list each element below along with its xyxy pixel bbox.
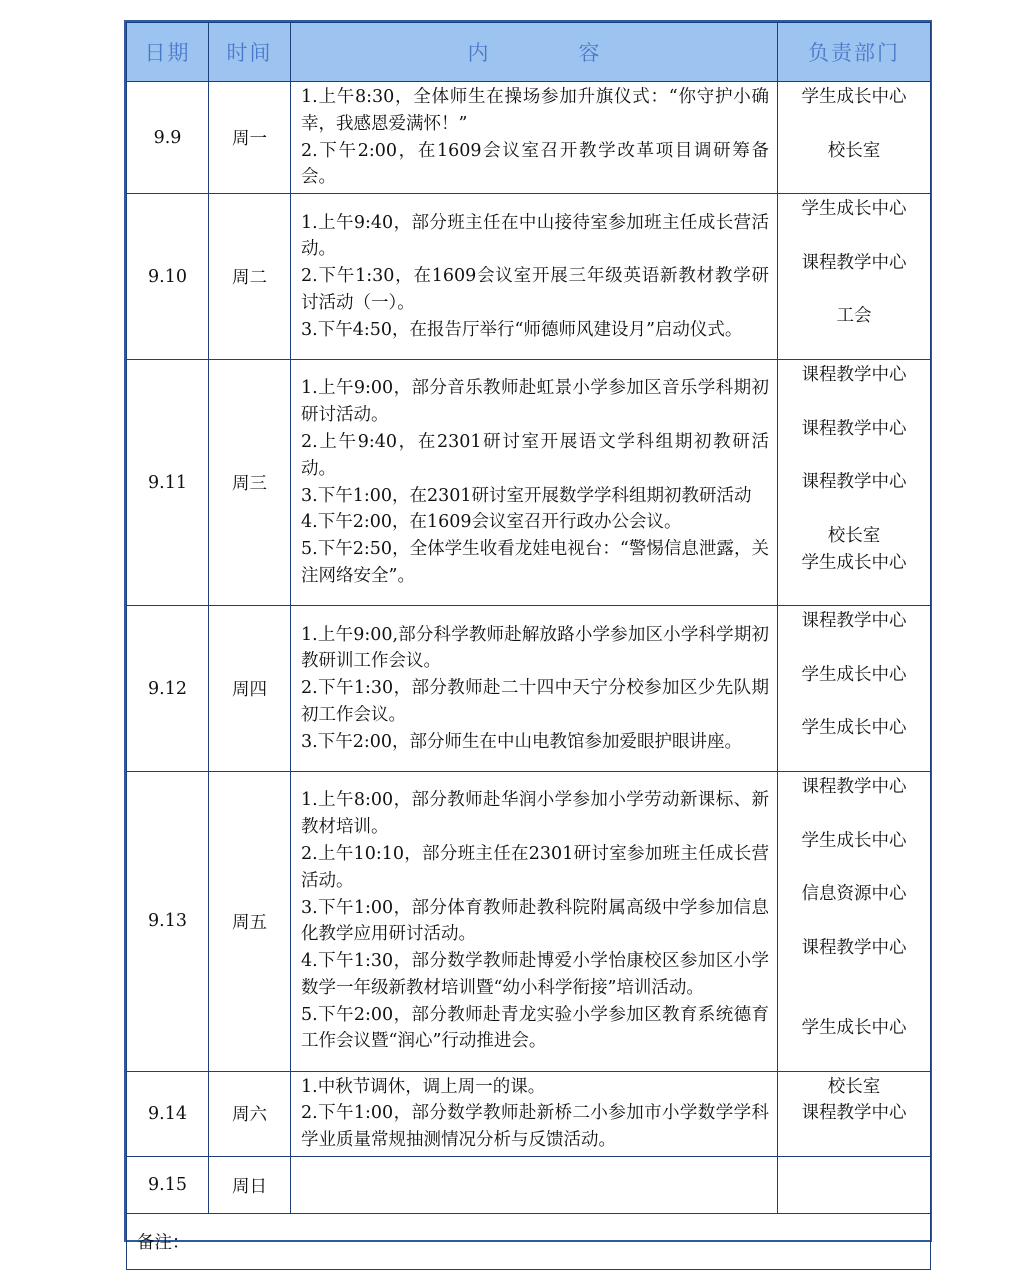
list-item: 4.下午2:00，在1609会议室召开行政办公会议。 [301,512,682,533]
list-item: 1.上午9:00，部分音乐教师赴虹景小学参加区音乐学科期初研讨活动。 [301,378,769,426]
list-item: 3.下午4:50，在报告厅举行“师德师风建设月”启动仪式。 [301,319,743,340]
dept-item: 学生成长中心 [801,199,907,220]
dept-item: 课程教学中心 [801,611,907,632]
list-item: 2.下午1:30，部分教师赴二十四中天宁分校参加区少先队期初工作会议。 [301,678,769,725]
table-row [127,606,931,772]
header-content: 内容 [291,23,778,82]
list-item: 5.下午2:50，全体学生收看龙娃电视台：“警惕信息泄露，关注网络安全”。 [301,539,769,586]
row-date: 9.11 [127,359,209,605]
row-day: 周日 [209,1157,291,1214]
row-day: 周五 [209,771,291,1071]
dept-item: 工会 [836,306,872,327]
dept-item: 学生成长中心 [801,552,907,573]
header-time: 时间 [209,23,291,82]
schedule-table [126,22,931,1270]
table-row [127,1157,931,1214]
table-row [127,359,931,605]
row-content [291,1071,778,1156]
dept-item: 信息资源中心 [801,884,907,905]
schedule-sheet [124,20,932,1254]
row-dept [778,359,931,605]
row-day: 周六 [209,1071,291,1156]
row-day: 周三 [209,359,291,605]
row-date: 9.13 [127,771,209,1071]
list-item: 3.下午1:00，部分体育教师赴教科院附属高级中学参加信息化教学应用研讨活动。 [301,897,769,945]
row-dept [778,1157,931,1214]
row-dept [778,194,931,360]
row-dept [778,606,931,772]
list-item: 3.下午1:00，在2301研讨室开展数学学科组期初教研活动 [301,485,752,506]
note-label: 备注： [127,1214,931,1270]
row-date: 9.15 [127,1157,209,1214]
row-content [291,359,778,605]
dept-item: 校长室 [827,1076,881,1097]
dept-item: 课程教学中心 [801,937,907,958]
row-dept [778,82,931,194]
dept-item: 课程教学中心 [801,418,907,439]
dept-item: 课程教学中心 [801,472,907,493]
row-content [291,1157,778,1214]
list-item: 1.上午8:00，部分教师赴华润小学参加小学劳动新课标、新教材培训。 [301,790,769,838]
row-date: 9.10 [127,194,209,360]
list-item: 1.上午9:40，部分班主任在中山接待室参加班主任成长营活动。 [301,212,769,260]
header-date: 日期 [127,23,209,82]
row-content [291,606,778,772]
row-date: 9.14 [127,1071,209,1156]
list-item: 2.上午9:40，在2301研讨室开展语文学科组期初教研活动。 [301,431,769,479]
row-day: 周一 [209,82,291,194]
list-item: 1.中秋节调休，调上周一的课。 [301,1076,546,1097]
list-item: 4.下午1:30，部分数学教师赴博爱小学怡康校区参加区小学数学一年级新教材培训暨“幼小科学衔接”培训活动。 [301,951,769,998]
list-item: 3.下午2:00，部分师生在中山电教馆参加爱眼护眼讲座。 [301,731,742,752]
table-row [127,82,931,194]
list-item: 2.下午1:30，在1609会议室开展三年级英语新教材教学研讨活动（一）。 [301,266,769,313]
dept-item: 课程教学中心 [801,252,907,273]
list-item: 1.上午8:30，全体师生在操场参加升旗仪式：“你守护小确幸，我感恩爱满怀！” [301,87,769,134]
header-row [127,23,931,82]
list-item: 2.下午2:00，在1609会议室召开教学改革项目调研筹备会。 [301,140,769,188]
dept-item: 课程教学中心 [801,364,907,385]
row-content [291,194,778,360]
list-item: 2.下午1:00，部分数学教师赴新桥二小参加市小学数学学科学业质量常规抽测情况分析与反馈活动。 [301,1103,769,1151]
note-row [127,1214,931,1270]
table-row [127,1071,931,1156]
dept-item: 学生成长中心 [801,87,907,107]
row-content [291,771,778,1071]
dept-item: 学生成长中心 [801,830,907,851]
dept-item: 学生成长中心 [801,718,907,739]
dept-item: 学生成长中心 [801,664,907,685]
dept-item: 校长室 [827,525,881,546]
row-dept [778,1071,931,1156]
dept-item: 校长室 [827,140,881,161]
dept-item: 学生成长中心 [801,1018,907,1039]
row-date: 9.9 [127,82,209,194]
row-day: 周四 [209,606,291,772]
list-item: 2.上午10:10，部分班主任在2301研讨室参加班主任成长营活动。 [301,843,769,891]
row-day: 周二 [209,194,291,360]
list-item: 5.下午2:00，部分教师赴青龙实验小学参加区教育系统德育工作会议暨“润心”行动推进会。 [301,1004,769,1052]
table-row [127,194,931,360]
list-item: 1.上午9:00,部分科学教师赴解放路小学参加区小学科学期初教研训工作会议。 [301,624,769,672]
row-content [291,82,778,194]
dept-item: 课程教学中心 [801,1103,907,1124]
row-date: 9.12 [127,606,209,772]
dept-item: 课程教学中心 [801,776,907,797]
table-row [127,771,931,1071]
row-dept [778,771,931,1071]
header-dept: 负责部门 [778,23,931,82]
